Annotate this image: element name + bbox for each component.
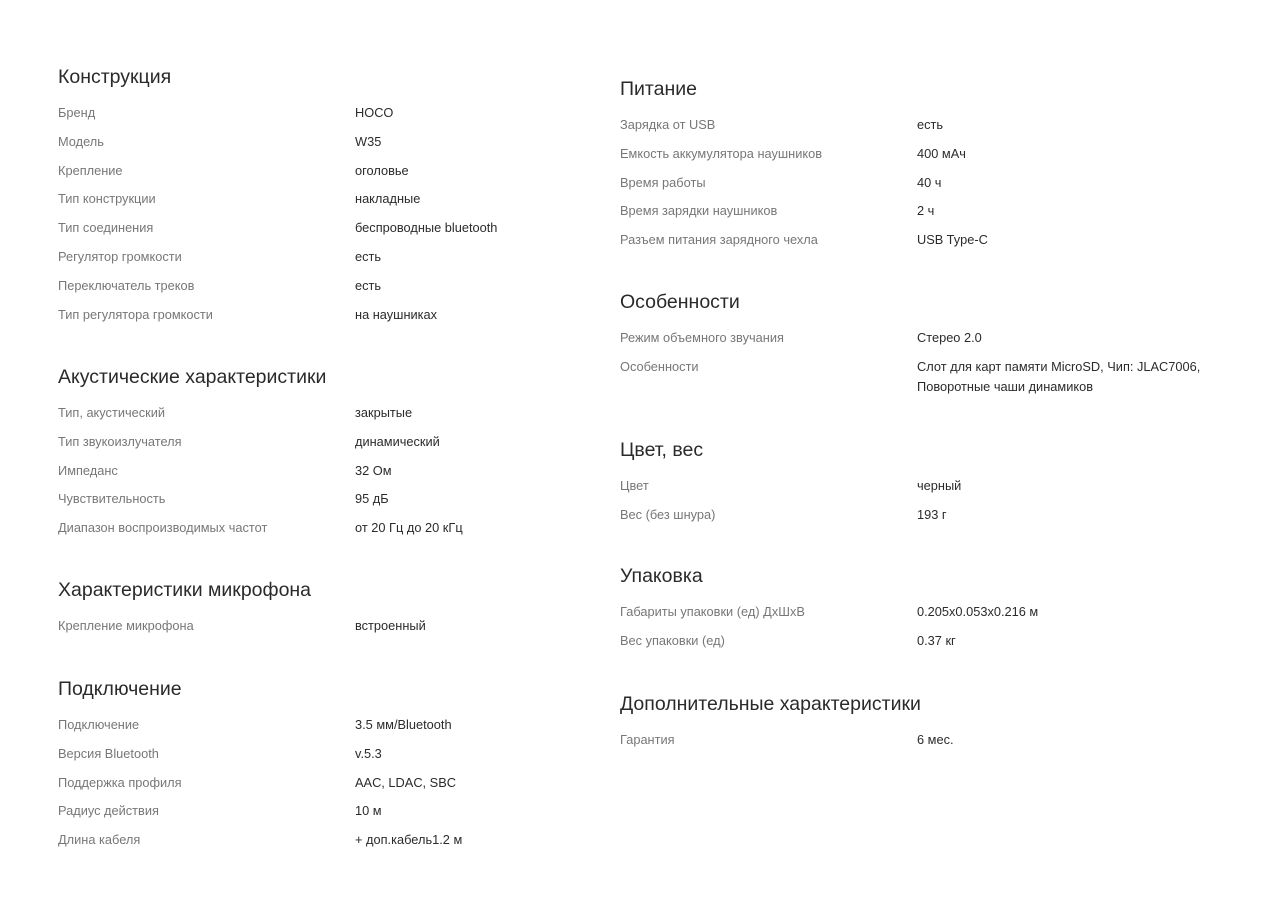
spec-value: 95 дБ xyxy=(355,491,389,507)
spec-label: Тип, акустический xyxy=(58,405,166,420)
spec-row xyxy=(58,744,598,773)
spec-label: Диапазон воспроизводимых частот xyxy=(58,520,268,536)
section-title: Упаковка xyxy=(620,565,703,587)
spec-row xyxy=(620,201,1260,230)
spec-label: Версия Bluetooth xyxy=(58,745,159,761)
spec-row xyxy=(58,132,598,161)
spec-value: 32 Ом xyxy=(355,462,392,478)
spec-section-acoustics xyxy=(58,363,598,547)
spec-value: есть xyxy=(355,277,382,293)
spec-label: Цвет xyxy=(620,478,649,493)
section-title: Конструкция xyxy=(58,66,172,88)
spec-label: Зарядка от USB xyxy=(620,117,716,132)
spec-row xyxy=(58,103,598,132)
spec-label: Подключение xyxy=(58,717,140,732)
section-title: Питание xyxy=(620,78,697,100)
spec-section-features xyxy=(620,288,1260,398)
spec-label: Тип конструкции xyxy=(58,191,156,207)
spec-row xyxy=(58,830,598,859)
spec-value: Слот для карт памяти MicroSD, Чип: JLAC7006, Поворотные чаши динамиков xyxy=(917,358,1201,395)
spec-label: Тип регулятора громкости xyxy=(58,306,213,322)
spec-label: Поддержка профиля xyxy=(58,774,182,790)
spec-label: Габариты упаковки (ед) ДхШхВ xyxy=(620,604,805,619)
section-title: Характеристики микрофона xyxy=(58,579,312,601)
spec-label: Крепление xyxy=(58,162,123,178)
section-title: Дополнительные характеристики xyxy=(620,693,921,715)
spec-label: Вес упаковки (ед) xyxy=(620,632,725,648)
spec-value: черный xyxy=(917,478,962,493)
spec-row xyxy=(620,328,1260,357)
spec-section-color-weight xyxy=(620,436,1260,534)
spec-label: Чувствительность xyxy=(58,491,166,507)
spec-row xyxy=(58,218,598,247)
spec-label: Время работы xyxy=(620,174,706,190)
spec-row xyxy=(58,773,598,802)
spec-value: есть xyxy=(355,248,382,264)
spec-label: Вес (без шнура) xyxy=(620,506,716,522)
spec-value: + доп.кабель1.2 м xyxy=(355,832,463,848)
spec-value: 400 мАч xyxy=(917,145,966,161)
spec-row xyxy=(58,432,598,461)
spec-row xyxy=(58,489,598,518)
spec-label: Бренд xyxy=(58,105,96,120)
spec-section-packaging xyxy=(620,562,1260,660)
spec-row xyxy=(620,730,1260,759)
spec-row xyxy=(620,144,1260,173)
spec-row xyxy=(58,403,598,432)
spec-label: Переключатель треков xyxy=(58,277,195,293)
spec-row xyxy=(58,518,598,547)
spec-value: 10 м xyxy=(355,803,382,819)
spec-value: 0.37 кг xyxy=(917,632,956,648)
spec-row xyxy=(620,631,1260,660)
spec-row xyxy=(58,305,598,334)
spec-row xyxy=(620,115,1260,144)
spec-section-connection xyxy=(58,675,598,859)
spec-label: Время зарядки наушников xyxy=(620,203,778,219)
spec-value: беспроводные bluetooth xyxy=(355,220,498,236)
section-title: Подключение xyxy=(58,678,182,700)
spec-value: W35 xyxy=(355,133,382,149)
spec-value: 0.205x0.053x0.216 м xyxy=(917,604,1039,619)
spec-value: на наушниках xyxy=(355,306,438,322)
spec-row xyxy=(58,247,598,276)
spec-value: HOCO xyxy=(355,105,394,120)
spec-value: накладные xyxy=(355,191,421,207)
spec-label: Радиус действия xyxy=(58,803,159,819)
spec-label: Длина кабеля xyxy=(58,832,141,848)
spec-row xyxy=(620,505,1260,534)
spec-row xyxy=(58,461,598,490)
spec-label: Регулятор громкости xyxy=(58,248,182,264)
spec-value: AAC, LDAC, SBC xyxy=(355,774,456,790)
spec-row xyxy=(620,476,1260,505)
spec-label: Модель xyxy=(58,133,104,149)
spec-section-power xyxy=(620,75,1260,259)
spec-label: Крепление микрофона xyxy=(58,618,194,633)
spec-section-microphone xyxy=(58,576,598,645)
spec-row xyxy=(58,161,598,190)
spec-label: Тип соединения xyxy=(58,220,154,236)
spec-value: есть xyxy=(917,117,944,132)
spec-row xyxy=(620,357,1260,398)
spec-value: оголовье xyxy=(355,162,409,178)
spec-label: Гарантия xyxy=(620,732,675,747)
spec-label: Разъем питания зарядного чехла xyxy=(620,232,818,248)
spec-row xyxy=(58,801,598,830)
spec-label: Емкость аккумулятора наушников xyxy=(620,145,823,161)
spec-value: от 20 Гц до 20 кГц xyxy=(355,520,463,536)
spec-value: 3.5 мм/Bluetooth xyxy=(355,717,452,732)
spec-label: Особенности xyxy=(620,358,699,374)
spec-row xyxy=(620,602,1260,631)
spec-value: 40 ч xyxy=(917,174,942,190)
spec-section-additional xyxy=(620,690,1260,759)
spec-value: USB Type-C xyxy=(917,232,988,248)
spec-row xyxy=(58,715,598,744)
spec-row xyxy=(620,230,1260,259)
spec-label: Тип звукоизлучателя xyxy=(58,433,182,449)
spec-label: Импеданс xyxy=(58,462,118,478)
spec-section-construction xyxy=(58,63,598,333)
spec-value: 6 мес. xyxy=(917,732,954,747)
spec-row xyxy=(58,616,598,645)
spec-value: 193 г xyxy=(917,506,947,522)
spec-value: v.5.3 xyxy=(355,745,382,761)
section-title: Особенности xyxy=(620,291,740,313)
spec-value: закрытые xyxy=(355,405,413,420)
spec-row xyxy=(620,173,1260,202)
spec-label: Режим объемного звучания xyxy=(620,330,784,345)
spec-row xyxy=(58,189,598,218)
spec-value: динамический xyxy=(355,433,440,449)
spec-value: Стерео 2.0 xyxy=(917,330,982,345)
section-title: Цвет, вес xyxy=(620,439,704,461)
spec-value: встроенный xyxy=(355,618,426,633)
spec-value: 2 ч xyxy=(917,203,935,219)
spec-row xyxy=(58,276,598,305)
section-title: Акустические характеристики xyxy=(58,366,327,388)
